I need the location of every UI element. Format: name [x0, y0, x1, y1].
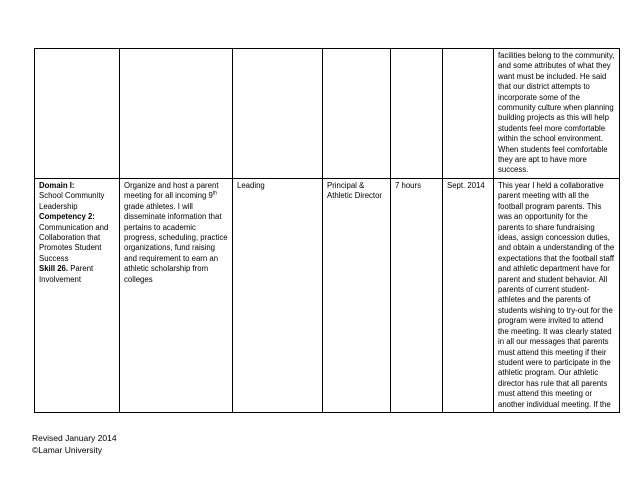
role-text: Leading: [237, 181, 265, 190]
domain-cell: [35, 179, 120, 413]
skill-name: Parent Involvement: [39, 264, 94, 284]
competency-name: Communication and Collaboration that Promotes Student Success: [39, 222, 109, 263]
activity-cell: [120, 49, 233, 179]
reflection-text: facilities belong to the community, and some attributes of what they want must be included. He said that our district attempts to incorporate some of the community culture when planning building projects as this will help students feel more comfortable within the school environment. When students feel comfortable they are apt to have more success.: [498, 51, 615, 175]
page-footer: [32, 432, 117, 456]
role-cell: [233, 49, 323, 179]
reflection-cell: [494, 179, 620, 413]
domain-name: School Community Leadership: [39, 191, 105, 211]
activity-superscript: th: [212, 190, 218, 197]
table-row: [35, 49, 620, 179]
hours-cell: [391, 179, 443, 413]
table-row: [35, 179, 620, 413]
date-cell: [443, 179, 494, 413]
role-cell: [233, 179, 323, 413]
competency-label: Competency 2:: [39, 212, 95, 222]
reflection-text: This year I held a collaborative parent meeting with all the football program parents. This was an opportunity for the parents to share fundraising ideas, assign concession duties, and obtain a understanding of the expectations that the football staff and athletic department have for parent and student behavior. All parents of current student-athletes and the parents of students wishing to try-out for the program were invited to attend the meeting. It was clearly stated in all our messages that parents must attend this meeting if their student were to participate in the athletic program. Our athletic director has rule that all parents must attend this meeting or another individual meeting. If the: [498, 181, 615, 409]
hours-cell: [391, 49, 443, 179]
skill-line: [39, 264, 93, 283]
date-text: Sept. 2014: [447, 181, 485, 190]
domain-cell: [35, 49, 120, 179]
date-cell: [443, 49, 494, 179]
collaborator-text: Principal & Athletic Director: [327, 181, 383, 201]
revised-date: Revised January 2014: [32, 433, 117, 443]
collaborator-cell: [323, 179, 391, 413]
domain-label: Domain I:: [39, 181, 75, 190]
activity-text-end: grade athletes. I will disseminate information that pertains to academic progress, scheduling, practice organizations, fund raising and requirement to earn an athletic scholarship from colleges: [124, 201, 228, 284]
activity-text-start: Organize and host a parent meeting for all incoming 9: [124, 181, 219, 201]
reflection-cell: [494, 49, 620, 179]
collaborator-cell: [323, 49, 391, 179]
hours-text: 7 hours: [395, 181, 422, 190]
skill-label: Skill 26.: [39, 264, 69, 274]
activity-cell: [120, 179, 233, 413]
internship-log-table: [34, 48, 620, 413]
copyright-text: ©Lamar University: [32, 445, 103, 455]
